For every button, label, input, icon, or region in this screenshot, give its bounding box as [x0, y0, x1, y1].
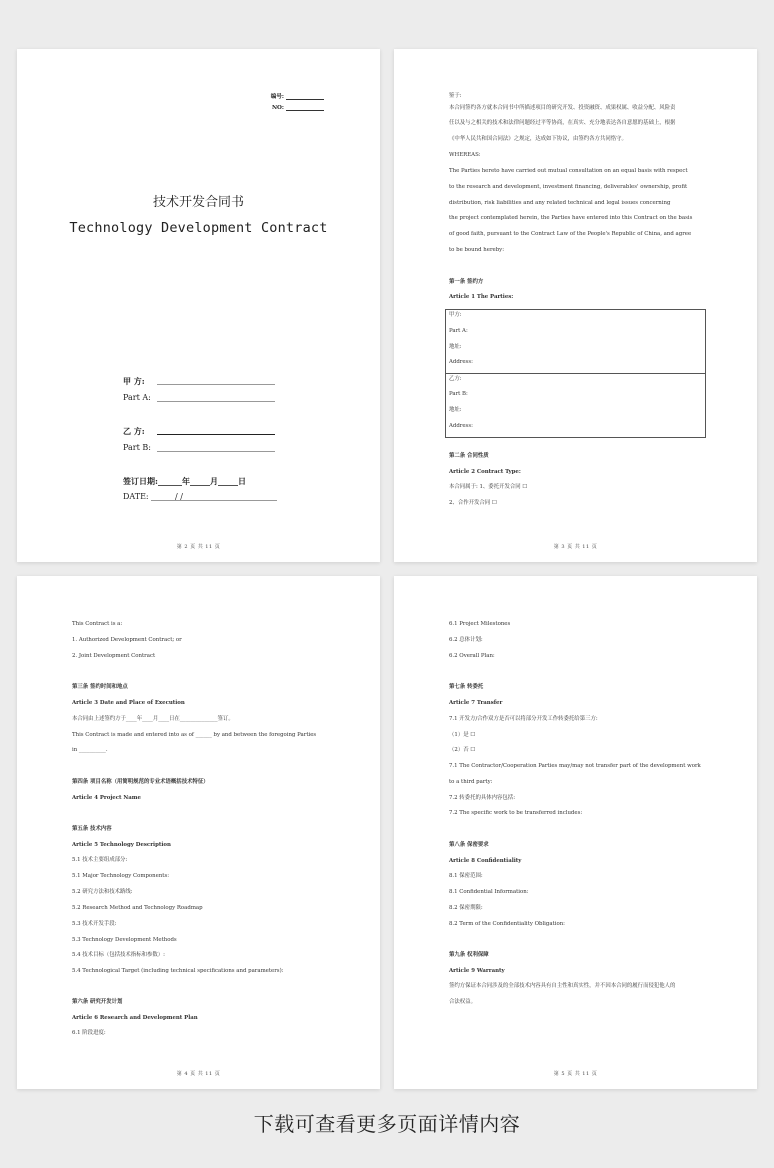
section-heading: 第七条 转委托 — [449, 684, 484, 690]
cover-page — [17, 49, 380, 562]
text-line: 7.2 The specific work to be transferred includes: — [449, 810, 583, 816]
page-footer: 第 4 页 共 11 页 — [176, 1071, 221, 1077]
text-line: （2）否 ☐ — [449, 747, 476, 753]
text-line: 5.2 研究方法和技术路线: — [72, 889, 133, 895]
text-line: 7.2 转委托的具体内容包括: — [449, 795, 516, 801]
text-line: 5.1 Major Technology Components: — [72, 873, 170, 879]
text-line: to be bound hereby: — [449, 247, 505, 253]
text-line: 6.2 Overall Plan: — [449, 653, 495, 659]
parties-table — [445, 309, 706, 438]
section-heading: 第一条 签约方 — [449, 279, 484, 285]
text-line: 本合同属于: 1、委托开发合同 ☐ — [449, 484, 528, 490]
text-line: 7.1 开发方/合作双方是否可以将部分开发工作转委托给第三方: — [449, 716, 598, 722]
section-heading: Article 7 Transfer — [449, 700, 503, 706]
text-line: the project contemplated herein, the Parties have entered into this Contract on the basis — [449, 215, 693, 221]
text-line: 8.2 Term of the Confidentiality Obligation: — [449, 921, 565, 927]
text-line: 7.1 The Contractor/Cooperation Parties may/may not transfer part of the development work — [449, 763, 701, 769]
text-line: WHEREAS: — [449, 152, 481, 158]
text-line: 6.1 阶段进度: — [72, 1030, 106, 1036]
text-line: The Parties hereto have carried out mutual consultation on an equal basis with respect — [449, 168, 688, 174]
text-line: 5.4 技术目标（包括技术指标和参数）: — [72, 952, 165, 958]
number-label: 编号: — [270, 94, 284, 100]
table-cell-text: 甲方: — [449, 312, 462, 318]
text-line: 5.1 技术主要组成部分: — [72, 857, 128, 863]
table-cell-text: 地址: — [449, 407, 462, 413]
text-line: 6.2 总体计划: — [449, 637, 483, 643]
text-line: in __________. — [72, 747, 108, 753]
section-heading: 第五条 技术内容 — [72, 826, 112, 832]
sign-date-en-field — [123, 492, 183, 501]
party-a-cn-field — [123, 376, 145, 387]
page-footer: 第 2 页 共 11 页 — [176, 544, 221, 550]
page-4 — [17, 576, 380, 1089]
text-line: This Contract is made and entered into as of ______ by and between the foregoing Parties — [72, 732, 317, 738]
contract-number-field — [271, 92, 324, 100]
title-en: Technology Development Contract — [69, 220, 328, 236]
text-line: （1）是 ☐ — [449, 732, 476, 738]
page-footer: 第 5 页 共 11 页 — [553, 1071, 598, 1077]
party-b-cn-label: 乙 方: — [123, 426, 145, 436]
date-slashes: / / — [175, 492, 183, 501]
no-label: NO: — [271, 105, 284, 111]
table-cell-text: Address: — [449, 423, 473, 429]
table-cell-text: Part A: — [449, 328, 468, 334]
text-line: This Contract is a: — [72, 621, 123, 627]
section-heading: Article 6 Research and Development Plan — [72, 1015, 198, 1021]
section-heading: 第二条 合同性质 — [449, 453, 489, 459]
text-line: 本合同签约各方就本合同书中所描述项目的研究开发、投资融资、成果权属、收益分配、风险责 — [449, 105, 676, 111]
table-cell-text: Part B: — [449, 391, 468, 397]
table-cell-text: Address: — [449, 359, 473, 365]
text-line: distribution, risk liabilities and any related technical and legal issues concerning — [449, 200, 671, 206]
section-heading: Article 8 Confidentiality — [449, 858, 522, 864]
section-heading: Article 5 Technology Description — [72, 842, 171, 848]
section-heading: Article 3 Date and Place of Execution — [72, 700, 185, 706]
text-line: 1. Authorized Development Contract; or — [72, 637, 182, 643]
text-line: 8.2 保密期限: — [449, 905, 483, 911]
text-line: 2. Joint Development Contract — [72, 653, 156, 659]
page-footer: 第 3 页 共 11 页 — [553, 544, 598, 550]
section-heading: Article 9 Warranty — [449, 968, 505, 974]
section-heading: 第四条 项目名称（用简明规范的专业术语概括技术特征） — [72, 779, 209, 785]
text-line: 8.1 保密范围: — [449, 873, 483, 879]
text-line: 8.1 Confidential Information: — [449, 889, 529, 895]
text-line: 5.3 Technology Development Methods — [72, 937, 177, 943]
text-line: of good faith, pursuant to the Contract Law of the People's Republic of China, and agree — [449, 231, 692, 237]
text-line: to the research and development, investment financing, deliverables' ownership, profit — [449, 184, 688, 190]
text-line: 任以及与之相关的技术和法律问题经过平等协商，在真实、充分地表达各自意愿的基础上，根据 — [449, 120, 676, 126]
party-b-cn-field — [123, 426, 145, 437]
text-line: 5.4 Technological Target (including technical specifications and parameters): — [72, 968, 284, 974]
party-b-en-field — [123, 443, 151, 452]
section-heading: 第三条 签约时间和地点 — [72, 684, 128, 690]
download-banner: 下载可查看更多页面详情内容 — [253, 1112, 521, 1136]
text-line: 合法权益。 — [449, 999, 476, 1005]
table-cell-text: 地址: — [449, 344, 462, 350]
text-line: 鉴于: — [449, 93, 462, 99]
section-heading: 第六条 研究开发计划 — [72, 999, 123, 1005]
page-5 — [394, 576, 757, 1089]
section-heading: Article 2 Contract Type: — [449, 469, 521, 475]
text-line: 5.2 Research Method and Technology Roadmap — [72, 905, 203, 911]
party-b-en-label: Part B: — [123, 443, 151, 452]
section-heading: Article 1 The Parties: — [449, 294, 514, 300]
page-3 — [394, 49, 757, 562]
section-heading: 第九条 权利保障 — [449, 952, 489, 958]
text-line: 《中华人民共和国合同法》之规定，达成如下协议，由签约各方共同恪守。 — [449, 136, 627, 142]
section-heading: Article 4 Project Name — [72, 795, 141, 801]
party-a-cn-label: 甲 方: — [123, 376, 145, 386]
text-line: 6.1 Project Milestones — [449, 621, 511, 627]
contract-no-field — [272, 104, 324, 111]
sign-date-cn: 签订日期:______年_____月_____日 — [123, 476, 246, 486]
text-line: 5.3 技术开发手段: — [72, 921, 117, 927]
title-cn: 技术开发合同书 — [152, 195, 244, 210]
sign-date-en-label: DATE: — [123, 492, 149, 501]
party-a-en-field — [123, 393, 151, 402]
text-line: 2、合作开发合同 ☐ — [449, 500, 497, 506]
party-a-en-label: Part A: — [123, 393, 151, 402]
section-heading: 第八条 保密要求 — [449, 842, 489, 848]
text-line: 本合同由上述签约方于____年____月____日在______________签订。 — [72, 716, 234, 722]
text-line: 签约方保证本合同涉及的全部技术内容具有自主性和真实性，并不因本合同的履行而侵犯他人的 — [449, 983, 676, 989]
text-line: to a third party: — [449, 779, 493, 785]
table-cell-text: 乙方: — [449, 376, 462, 382]
